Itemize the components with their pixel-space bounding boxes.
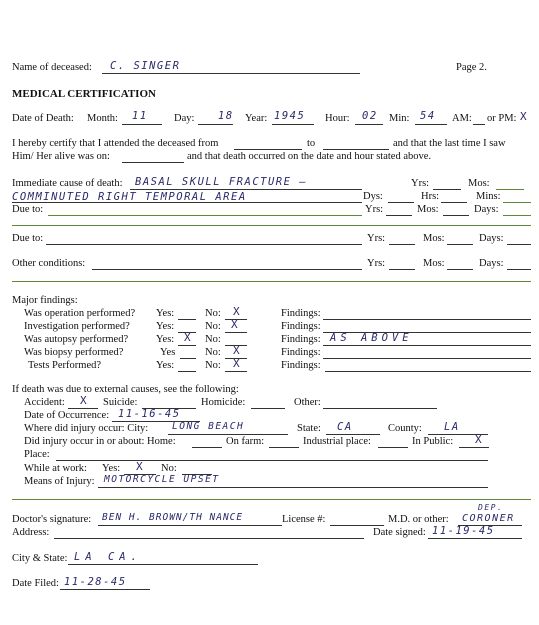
finding-yes-mark: X bbox=[184, 331, 191, 344]
imm-hrs: Hrs: bbox=[421, 191, 440, 202]
finding-no-mark: X bbox=[233, 357, 240, 370]
oth-mos: Mos: bbox=[423, 258, 445, 269]
finding-label: Findings: bbox=[281, 334, 321, 345]
farm-label: On farm: bbox=[226, 436, 265, 447]
immediate-cause-value: BASAL SKULL FRACTURE – bbox=[135, 176, 308, 188]
hour-label: Hour: bbox=[325, 113, 350, 124]
finding-no-line bbox=[225, 332, 247, 333]
due1-mos-line bbox=[443, 215, 469, 216]
doctor-signature-line bbox=[98, 525, 282, 526]
section-title: MEDICAL CERTIFICATION bbox=[12, 88, 156, 100]
due1-yrs-line bbox=[386, 215, 412, 216]
address-label: Address: bbox=[12, 527, 50, 538]
day-label: Day: bbox=[174, 113, 195, 124]
min-label: Min: bbox=[389, 113, 410, 124]
occurrence-value: 11-16-45 bbox=[118, 408, 181, 420]
date-of-death-label: Date of Death: bbox=[12, 113, 74, 124]
name-underline bbox=[102, 73, 360, 74]
industrial-label: Industrial place: bbox=[303, 436, 371, 447]
day-line bbox=[198, 124, 233, 125]
month-line bbox=[122, 124, 162, 125]
due1-yrs: Yrs: bbox=[365, 204, 384, 215]
finding-no-label: No: bbox=[205, 347, 221, 358]
finding-yes-label: Yes: bbox=[156, 321, 175, 332]
state-line bbox=[326, 434, 380, 435]
finding-no-line bbox=[225, 371, 247, 372]
md-value: CORONER bbox=[462, 513, 515, 524]
imm-mins-line bbox=[503, 202, 531, 203]
finding-no-mark: X bbox=[233, 344, 240, 357]
certify-to: to bbox=[307, 138, 316, 149]
work-yes-mark: X bbox=[136, 460, 143, 473]
place-line bbox=[56, 460, 488, 461]
imm-mos-line bbox=[496, 189, 524, 190]
suicide-label: Suicide: bbox=[103, 397, 138, 408]
work-yes-label: Yes: bbox=[102, 463, 121, 474]
finding-no-label: No: bbox=[205, 321, 221, 332]
farm-line bbox=[269, 447, 299, 448]
finding-yes-line bbox=[178, 319, 196, 320]
md-label: M.D. or other: bbox=[388, 514, 449, 525]
imm-yrs-line bbox=[433, 189, 461, 190]
date-filed-value: 11-28-45 bbox=[64, 576, 127, 588]
work-label: While at work: bbox=[24, 463, 87, 474]
public-mark: X bbox=[475, 433, 482, 446]
in-or-about-label: Did injury occur in or about: Home: bbox=[24, 436, 176, 447]
other-label: Other: bbox=[294, 397, 321, 408]
finding-no-label: No: bbox=[205, 308, 221, 319]
oth-mos-line bbox=[447, 269, 473, 270]
due1-days-line bbox=[503, 215, 531, 216]
due-to-line-2 bbox=[46, 244, 362, 245]
certify-line2b: and that death occurred on the date and hour stated above. bbox=[187, 151, 432, 162]
year-line bbox=[272, 124, 314, 125]
city-state-value: LA CA. bbox=[74, 551, 142, 563]
license-line bbox=[330, 525, 384, 526]
due-to-label-1: Due to: bbox=[12, 204, 44, 215]
external-intro: If death was due to external causes, see the following: bbox=[12, 384, 239, 395]
occurrence-label: Date of Occurrence: bbox=[24, 410, 110, 421]
finding-no-mark: X bbox=[231, 318, 238, 331]
state-label: State: bbox=[297, 423, 321, 434]
date-signed-line bbox=[428, 538, 522, 539]
separator-line bbox=[12, 225, 531, 226]
imm-yrs: Yrs: bbox=[411, 178, 430, 189]
due1-mos: Mos: bbox=[417, 204, 439, 215]
oth-days-line bbox=[507, 269, 531, 270]
certify-from-line bbox=[234, 149, 302, 150]
finding-question: Tests Performed? bbox=[28, 360, 102, 371]
date-signed-value: 11-19-45 bbox=[432, 525, 495, 537]
month-value: 11 bbox=[132, 110, 148, 122]
public-line bbox=[459, 447, 489, 448]
accident-mark: X bbox=[80, 394, 87, 407]
other-line bbox=[323, 408, 437, 409]
means-value: MOTORCYCLE UPSET bbox=[104, 474, 220, 485]
finding-label: Findings: bbox=[281, 360, 321, 371]
place-label: Place: bbox=[24, 449, 50, 460]
immediate-cause-line2 bbox=[12, 202, 362, 203]
certify-line2a: Him/ Her alive was on: bbox=[12, 151, 110, 162]
finding-label: Findings: bbox=[281, 347, 321, 358]
accident-line bbox=[68, 408, 98, 409]
county-value: LA bbox=[444, 421, 460, 433]
min-value: 54 bbox=[420, 110, 436, 122]
month-label: Month: bbox=[87, 113, 118, 124]
certify-line1a: I hereby certify that I attended the deceased from bbox=[12, 138, 219, 149]
due2-days: Days: bbox=[479, 233, 504, 244]
separator-line-3 bbox=[12, 499, 531, 500]
due-to-label-2: Due to: bbox=[12, 233, 44, 244]
finding-yes-label: Yes bbox=[160, 347, 176, 358]
city-state-line bbox=[68, 564, 258, 565]
due-to-line-1 bbox=[48, 215, 362, 216]
home-line bbox=[192, 447, 222, 448]
certify-to-line bbox=[323, 149, 389, 150]
date-filed-label: Date Filed: bbox=[12, 578, 59, 589]
finding-no-label: No: bbox=[205, 334, 221, 345]
due2-mos: Mos: bbox=[423, 233, 445, 244]
state-value: CA bbox=[337, 421, 353, 433]
county-label: County: bbox=[388, 423, 422, 434]
min-line bbox=[415, 124, 447, 125]
immediate-cause-value-2: COMMINUTED RIGHT TEMPORAL AREA bbox=[12, 191, 247, 203]
finding-question: Was operation performed? bbox=[24, 308, 136, 319]
finding-line bbox=[325, 371, 531, 372]
other-conditions-line bbox=[92, 269, 362, 270]
finding-label: Findings: bbox=[281, 308, 321, 319]
date-signed-label: Date signed: bbox=[373, 527, 426, 538]
imm-mins: Mins: bbox=[476, 191, 501, 202]
certify-alive-line bbox=[122, 162, 184, 163]
oth-yrs: Yrs: bbox=[367, 258, 386, 269]
major-findings-label: Major findings: bbox=[12, 295, 78, 306]
city-line bbox=[168, 434, 288, 435]
name-of-deceased-value: C. SINGER bbox=[110, 60, 181, 72]
city-value: LONG BEACH bbox=[172, 421, 245, 432]
finding-yes-line bbox=[178, 371, 196, 372]
finding-yes-label: Yes: bbox=[156, 308, 175, 319]
address-line bbox=[54, 538, 364, 539]
pm-label: or PM: bbox=[487, 113, 517, 124]
doctor-signature-value: BEN H. BROWN/TH NANCE bbox=[102, 512, 244, 523]
due1-days: Days: bbox=[474, 204, 499, 215]
homicide-label: Homicide: bbox=[201, 397, 246, 408]
finding-line bbox=[323, 345, 531, 346]
immediate-cause-line bbox=[130, 189, 362, 190]
am-label: AM: bbox=[452, 113, 472, 124]
certify-line1b: and that the last time I saw bbox=[393, 138, 506, 149]
finding-no-mark: X bbox=[233, 305, 240, 318]
oth-yrs-line bbox=[389, 269, 415, 270]
page-number: Page 2. bbox=[456, 62, 487, 73]
finding-question: Investigation performed? bbox=[24, 321, 130, 332]
imm-hrs-line bbox=[441, 202, 467, 203]
finding-line bbox=[323, 358, 531, 359]
due2-yrs: Yrs: bbox=[367, 233, 386, 244]
finding-yes-line bbox=[180, 358, 196, 359]
md-value-top: DEP. bbox=[478, 503, 504, 512]
means-label: Means of Injury: bbox=[24, 476, 95, 487]
finding-no-label: No: bbox=[205, 360, 221, 371]
city-state-label: City & State: bbox=[12, 553, 68, 564]
finding-line bbox=[323, 319, 531, 320]
hour-line bbox=[355, 124, 383, 125]
doctor-signature-label: Doctor's signature: bbox=[12, 514, 92, 525]
finding-yes-label: Yes: bbox=[156, 334, 175, 345]
due2-mos-line bbox=[447, 244, 473, 245]
finding-label: Findings: bbox=[281, 321, 321, 332]
finding-value: AS ABOVE bbox=[330, 332, 413, 344]
industrial-line bbox=[378, 447, 408, 448]
separator-line-2 bbox=[12, 281, 531, 282]
due2-yrs-line bbox=[389, 244, 415, 245]
oth-days: Days: bbox=[479, 258, 504, 269]
hour-value: 02 bbox=[362, 110, 378, 122]
day-value: 18 bbox=[218, 110, 234, 122]
finding-question: Was biopsy performed? bbox=[24, 347, 124, 358]
license-label: License #: bbox=[282, 514, 326, 525]
due2-days-line bbox=[507, 244, 531, 245]
year-value: 1945 bbox=[274, 110, 306, 122]
imm-mos: Mos: bbox=[468, 178, 490, 189]
means-line bbox=[98, 487, 488, 488]
year-label: Year: bbox=[245, 113, 268, 124]
where-label: Where did injury occur: City: bbox=[24, 423, 149, 434]
name-of-deceased-label: Name of deceased: bbox=[12, 62, 92, 73]
public-label: In Public: bbox=[412, 436, 454, 447]
finding-question: Was autopsy performed? bbox=[24, 334, 129, 345]
immediate-cause-label: Immediate cause of death: bbox=[12, 178, 123, 189]
imm-dys-line bbox=[388, 202, 414, 203]
finding-yes-label: Yes: bbox=[156, 360, 175, 371]
homicide-line bbox=[251, 408, 285, 409]
finding-yes-line bbox=[178, 345, 196, 346]
imm-dys: Dys: bbox=[363, 191, 383, 202]
pm-mark: X bbox=[520, 110, 527, 123]
am-line bbox=[473, 124, 485, 125]
work-no-label: No: bbox=[161, 463, 177, 474]
date-filed-line bbox=[60, 589, 150, 590]
other-conditions-label: Other conditions: bbox=[12, 258, 86, 269]
accident-label: Accident: bbox=[24, 397, 65, 408]
